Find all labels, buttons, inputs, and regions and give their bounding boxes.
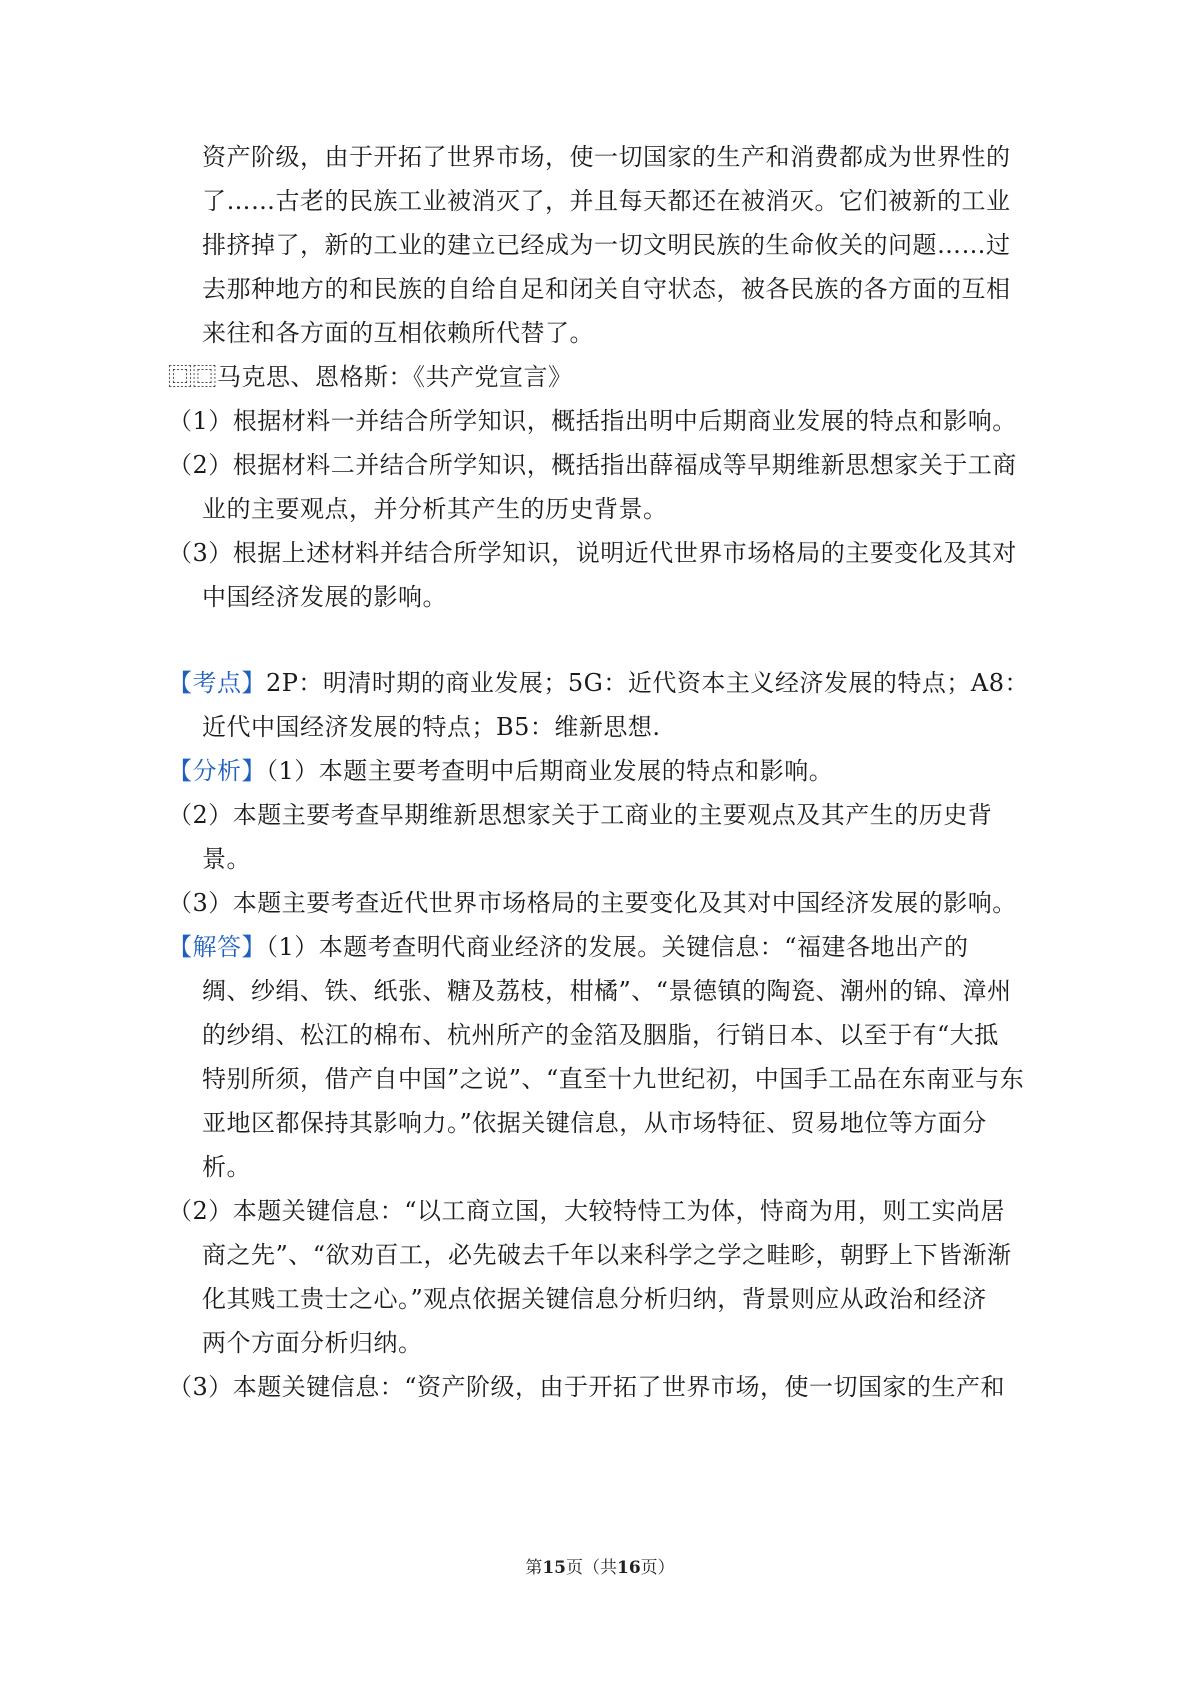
footer-prefix: 第	[525, 1558, 543, 1578]
footer-page-number: 15	[542, 1558, 566, 1578]
jieda-p3-line-1: （3）本题关键信息：“资产阶级，由于开拓了世界市场，使一切国家的生产和	[168, 1373, 1006, 1401]
question-3-line-1: （3）根据上述材料并结合所学知识，说明近代世界市场格局的主要变化及其对	[168, 539, 1017, 567]
footer-total-pages: 16	[617, 1558, 641, 1578]
kaodian-line-2: 近代中国经济发展的特点；B5：维新思想.	[202, 713, 661, 741]
kaodian-text-1: 2P：明清时期的商业发展；5G：近代资本主义经济发展的特点；A8：	[266, 669, 1029, 697]
jieda-p1-line-6: 析。	[202, 1153, 251, 1181]
footer-mid: 页（共	[566, 1558, 617, 1578]
fenxi-line-1	[168, 755, 833, 787]
jieda-p1-line-4: 特别所须，借产自中国”之说”、“直至十九世纪初，中国手工品在东南亚与东	[202, 1065, 1025, 1093]
question-2-line-2: 业的主要观点，并分析其产生的历史背景。	[202, 495, 668, 523]
quote-line-1: 资产阶级，由于开拓了世界市场，使一切国家的生产和消费都成为世界性的	[202, 143, 1011, 171]
quote-line-4: 去那种地方的和民族的自给自足和闭关自守状态，被各民族的各方面的互相	[202, 275, 1011, 303]
kaodian-line-1	[168, 667, 1029, 699]
jieda-p1-text-1: （1）本题考查明代商业经济的发展。关键信息：“福建各地出产的	[266, 933, 969, 961]
jieda-line-1	[168, 931, 969, 963]
jieda-p1-line-5: 亚地区都保持其影响力。”依据关键信息，从市场特征、贸易地位等方面分	[202, 1109, 987, 1137]
page-footer	[0, 1556, 1200, 1580]
fenxi-text-1: （1）本题主要考查明中后期商业发展的特点和影响。	[266, 757, 834, 785]
kaodian-tag: 【考点】	[168, 669, 266, 697]
jieda-tag: 【解答】	[168, 933, 266, 961]
fenxi-p2-line-2: 景。	[202, 845, 251, 873]
jieda-p2-line-3: 化其贱工贵士之心。”观点依据关键信息分析归纳，背景则应从政治和经济	[202, 1285, 987, 1313]
jieda-p1-line-3: 的纱绢、松江的棉布、杭州所产的金箔及胭脂，行销日本、以至于有“大抵	[202, 1021, 999, 1049]
question-2-line-1: （2）根据材料二并结合所学知识，概括指出薛福成等早期维新思想家关于工商	[168, 451, 1017, 479]
quote-line-3: 排挤掉了，新的工业的建立已经成为一切文明民族的生命攸关的问题……过	[202, 231, 1011, 259]
jieda-p2-line-2: 商之先”、“欲劝百工，必先破去千年以来科学之学之畦畛，朝野上下皆渐渐	[202, 1241, 1012, 1269]
footer-suffix: 页）	[640, 1558, 675, 1578]
jieda-p2-line-1: （2）本题关键信息：“以工商立国，大较特恃工为体，恃商为用，则工实尚居	[168, 1197, 1006, 1225]
fenxi-p2-line-1: （2）本题主要考查早期维新思想家关于工商业的主要观点及其产生的历史背	[168, 801, 993, 829]
quote-line-2: 了……古老的民族工业被消灭了，并且每天都还在被消灭。它们被新的工业	[202, 187, 1011, 215]
question-3-line-2: 中国经济发展的影响。	[202, 583, 447, 611]
quote-line-5: 来往和各方面的互相依赖所代替了。	[202, 319, 594, 347]
fenxi-p3: （3）本题主要考查近代世界市场格局的主要变化及其对中国经济发展的影响。	[168, 889, 1017, 917]
fenxi-tag: 【分析】	[168, 757, 266, 785]
jieda-p2-line-4: 两个方面分析归纳。	[202, 1329, 423, 1357]
quote-source: ⿴⿴马克思、恩格斯：《共产党宣言》	[168, 363, 573, 391]
jieda-p1-line-2: 绸、纱绢、铁、纸张、糖及荔枝，柑橘”、“景德镇的陶瓷、潮州的锦、漳州	[202, 977, 1012, 1005]
question-1: （1）根据材料一并结合所学知识，概括指出明中后期商业发展的特点和影响。	[168, 407, 1017, 435]
